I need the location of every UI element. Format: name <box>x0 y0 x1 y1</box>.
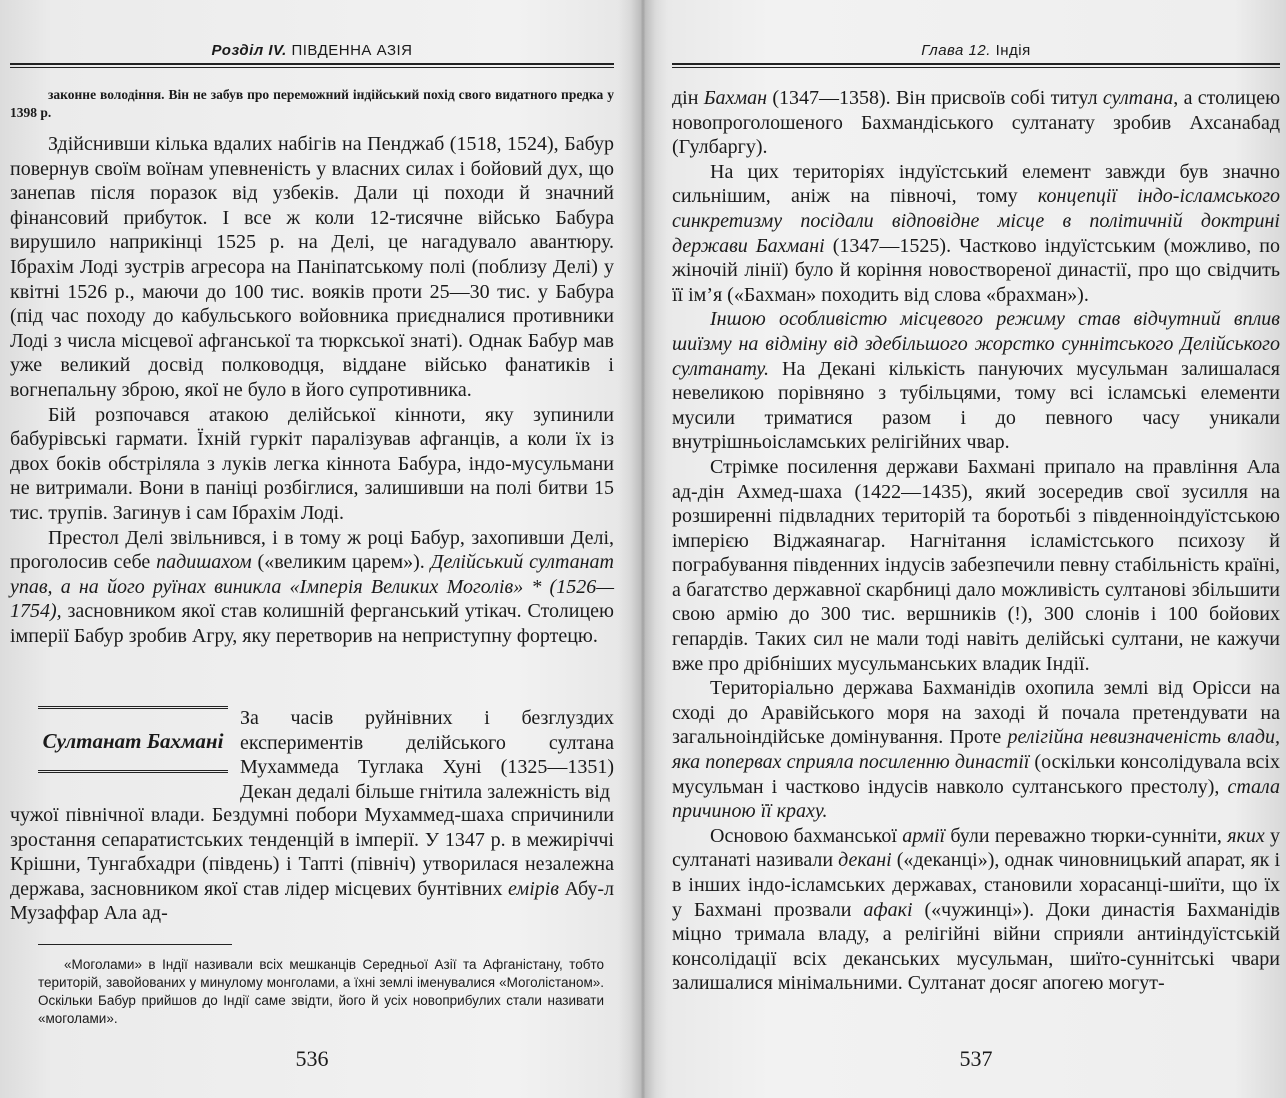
right-page <box>672 0 1280 1098</box>
text-run: у султанаті називали <box>672 824 1280 872</box>
running-head-title: ПІВДЕННА АЗІЯ <box>291 42 413 59</box>
text-run: Основою бахманської <box>710 824 903 847</box>
paragraph <box>672 307 1280 455</box>
paragraph <box>672 160 1280 308</box>
paragraph: Бій розпочався атакою делійської кінноти, яку зупинили бабурівські гармати. Їхній гуркіт паралізував афганців, а коли їх із двох боків обстріляла з луків легка кіннота Бабура, індо-мусульмани не витримали. Вони в паніці розбіглися, залишивши на полі битви 15 тис. трупів. Загинув і сам Ібрахім Лоді. <box>10 403 614 524</box>
emphasis: Іншою особливістю місцевого режиму став відчутний вплив шиїзму на відміну від здебільшого жорстко суннітського Делійського султанату. <box>672 308 1280 380</box>
left-page <box>10 0 614 1098</box>
running-head <box>672 42 1280 59</box>
emphasis: падишахом <box>156 551 252 574</box>
emphasis: Бахман <box>703 87 768 109</box>
emphasis: концепції індо-ісламського синкретизму посідали відповідне місце в політичній доктрині держави Бахмані <box>672 185 1281 257</box>
footnote-rule <box>38 944 232 945</box>
left-body <box>10 132 614 648</box>
text-run: чужої північної влади. Бездумні побори Мухаммед-шаха спричинили зростання сепаратистських тенденцій в імперії. У 1347 р. в межиріччі Крішни, Тунгабхадри (південь) і Тапті (північ) утворилася незалежна держава, засновником якої став лідер місцевих бунтівних <box>10 804 614 900</box>
emphasis: емірів <box>508 877 559 900</box>
emphasis: стала причиною її краху. <box>672 775 1280 823</box>
footnote <box>38 956 604 1028</box>
emphasis: Делійський султанат упав, а на його руїнах виникла «Імперія Великих Моголів» * (1526—1754), <box>10 551 614 623</box>
footnote-text: «Моголами» в Індії називали всіх мешканців Середньої Азії та Афганістану, тобто територій, завойованих у минулому монголами, а їхні землі іменувалися «Моголістаном». Оскільки Бабур прийшов до Індії саме звідти, його й усіх новоприбулих стали називати «моголами». <box>38 957 604 1026</box>
emphasis: афакі <box>863 898 913 921</box>
header-rule <box>672 63 1280 68</box>
text-run: , а столицею новопроголошеного Бахмандіського султанату зробив Ахсанабад (Гулбаргу). <box>672 87 1281 159</box>
book-gutter <box>618 0 668 1098</box>
top-note-text: законне володіння. Він не забув про переможний індійський похід свого видатного предка у 1398 р. <box>10 87 614 120</box>
section-intro-text: За часів руйнівних і безглуздих експериментів делійського султана Мухаммеда Туглака Хуні (1325—1351) Декан дедалі більше гнітила залежність від <box>240 707 614 803</box>
section-title: Султанат Бахмані <box>42 729 224 753</box>
paragraph <box>672 86 1280 160</box>
paragraph <box>672 676 1280 824</box>
emphasis: релігійна невизначеність влади, яка попервах сприяла посиленню династії <box>672 726 1281 774</box>
emphasis: декані <box>838 849 892 872</box>
top-note <box>10 86 614 122</box>
header-rule <box>10 63 614 68</box>
text-run: були переважно тюрки-сунніти, <box>945 824 1228 847</box>
section-intro <box>240 706 614 804</box>
page-number: 536 <box>295 1046 329 1071</box>
paragraph <box>672 824 1280 996</box>
paragraph <box>10 803 614 926</box>
text-run: Престол Делі звільнився, і в тому ж році Бабур, захопивши Делі, проголосив себе <box>10 526 614 574</box>
text-run: (1347—1525). Частково індуїстським (можливо, по жіночій лінії) було й коріння новоствореної династії, про що свідчить її ім’я («Бахман» походить від слова «брахман»). <box>672 234 1280 306</box>
section-heading-box <box>38 706 228 775</box>
text-run: («великим царем»). <box>251 551 431 574</box>
paragraph: Здійснивши кілька вдалих набігів на Пенджаб (1518, 1524), Бабур повернув своїм воїнам упевненість у власних силах і бойовий дух, що занепав після поразок від узбеків. Дали ці походи й значний фінансовий прибуток. І все ж коли 12-тисячне військо Бабура вирушило наприкінці 1525 р. на Делі, це нагадувало авантюру. Ібрахім Лоді зустрів агресора на Паніпатському полі (поблизу Делі) у квітні 1526 р., маючи до 100 тис. вояків проти 25—30 тис. у Бабура (під час походу до кабульського войовника приєдналися противники Лоді з числа місцевої афганської та тюркської знаті). Однак Бабур мав уже великий досвід полководця, віддане військо фанатиків і вогнепальну зброю, якої не було в його супротивника. <box>10 133 614 401</box>
paragraph: Стрімке посилення держави Бахмані припало на правління Ала ад-дін Ахмед-шаха (1422—1435), який зосередив свої зусилля на розширенні підвладних територій та боротьбі з південноіндуїстською імперією Віджаянагар. Нагнітання ісламістського психозу й пограбування південних індусів забезпечили певну стабільність країні, а багатство державної скарбниці дало можливість султанові збільшити свою армію до 300 тис. вершників (!), 300 слонів і 100 бойових гепардів. Таких сил не мали тоді навіть делійські султани, не кажучи вже про дрібніших мусульманських владик Індії. <box>672 455 1280 675</box>
paragraph <box>10 526 614 649</box>
text-run: На цих територіях індуїстський елемент завжди був значно сильнішим, аніж на півночі, тому <box>672 160 1280 208</box>
text-run: («чужинці»). Доки династія Бахманідів міцно тримала владу, а релігійні війни сприяли антиіндуїстській консолідації всіх деканських мусульман, шиїто-суннітські чвари залишалися мінімальними. Султанат досяг апогею могут- <box>672 898 1280 995</box>
text-run: Абу-л Музаффар Ала ад- <box>10 877 615 925</box>
text-run: («деканці»), однак чиновницький апарат, як і в інших індо-ісламських державах, становили хорасанці-шиїти, що їх у Бахмані прозвали <box>672 849 1280 921</box>
running-head-prefix: Розділ IV. <box>211 42 287 59</box>
emphasis: султана <box>1102 87 1174 109</box>
section-body <box>10 803 614 926</box>
page-number: 537 <box>959 1046 993 1071</box>
right-body <box>672 86 1280 996</box>
running-head-title: Індія <box>995 42 1031 59</box>
running-head-prefix: Глава 12. <box>921 42 991 59</box>
emphasis: армії <box>902 824 946 847</box>
text-run: На Декані кількість пануючих мусульман залишалася невеликою порівняно з тубільцями, тому всі ісламські елементи мусили триматися разом і до певного часу уникали внутрішньоісламських релігійних чвар. <box>672 357 1280 454</box>
text-run: (оскільки консолідувала всіх мусульман і частково індусів навколо султанського престолу), <box>672 751 1280 798</box>
running-head <box>10 42 614 59</box>
text-run: (1347—1358). Він присвоїв собі титул <box>767 87 1103 109</box>
text-run: Територіально держава Бахманідів охопила землі від Орісси на сході до Аравійського моря на заході й почала претендувати на загальноіндійське домінування. Проте <box>672 677 1280 749</box>
emphasis: яких <box>1227 824 1265 847</box>
text-run: засновником якої став колишній ферганський утікач. Столицею імперії Бабур зробив Агру, яку перетворив на неприступну фортецю. <box>10 600 614 647</box>
text-run: дін <box>672 87 704 109</box>
section-rule-bottom <box>38 770 228 775</box>
